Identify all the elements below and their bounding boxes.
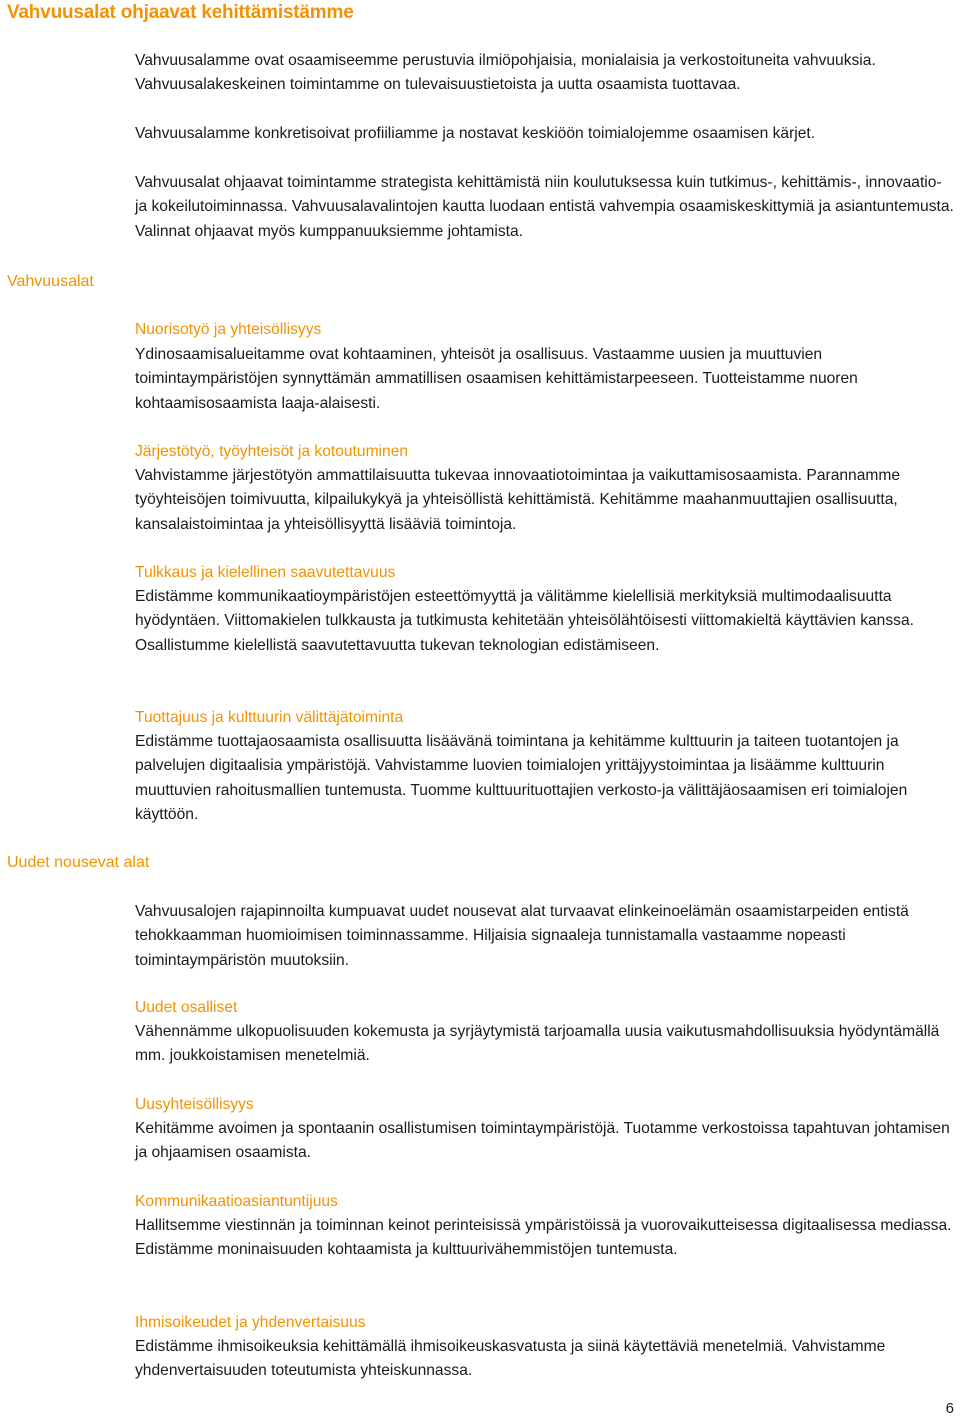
section-text: Kehitämme avoimen ja spontaanin osallistumisen toimintaympäristöjä. Tuotamme verkostoissa tapahtuvan johtamisen ja ohjaamisen osaamista.: [135, 1120, 950, 1162]
page-number: 6: [945, 1400, 954, 1417]
section-label-uudet-nousevat-alat: Uudet nousevat alat: [7, 854, 150, 871]
section-heading: Tulkkaus ja kielellinen saavutettavuus: [135, 564, 396, 581]
section-text: Vähennämme ulkopuolisuuden kokemusta ja syrjäytymistä tarjoamalla uusia vaikutusmahdollisuuksia hyödyntämällä mm. joukkoistamisen menetelmiä.: [135, 1023, 940, 1065]
page-title: Vahvuusalat ohjaavat kehittämistämme: [7, 2, 354, 23]
intro-paragraph-1: Vahvuusalamme ovat osaamiseemme perustuvia ilmiöpohjaisia, monialaisia ja verkostoituneita vahvuuksia. Vahvuusalakeskeinen toimintamme on tulevaisuustietoista ja uutta osaamista tuottavaa.: [135, 52, 876, 94]
section-text: Edistämme ihmisoikeuksia kehittämällä ihmisoikeuskasvatusta ja siinä käytettäviä menetelmiä. Vahvistamme yhdenvertaisuuden toteutumista yhteiskunnassa.: [135, 1338, 886, 1380]
section-text: Edistämme kommunikaatioympäristöjen esteettömyyttä ja välitämme kielellisiä merkityksiä multimodaalisuutta hyödyntäen. Viittomakielen tulkkausta ja tutkimusta kehitetään yhteisölähtöisesti viittomakieltä käyttävien kanssa. Osallistumme kielellistä saavutettavuutta tukevan teknologian edistämiseen.: [135, 588, 914, 654]
section-heading: Uusyhteisöllisyys: [135, 1096, 254, 1113]
section-text: Hallitsemme viestinnän ja toiminnan keinot perinteisissä ympäristöissä ja vuorovaikutteisessa digitaalisessa mediassa. Edistämme moninaisuuden kohtaamista ja kulttuurivähemmistöjen tuntemusta.: [135, 1217, 952, 1259]
intro-paragraph-2: Vahvuusalamme konkretisoivat profiiliamme ja nostavat keskiöön toimialojemme osaamisen kärjet.: [135, 125, 816, 142]
section-text: Edistämme tuottajaosaamista osallisuutta lisäävänä toimintana ja kehitämme kulttuurin ja taiteen tuotantojen ja palvelujen digitaalisia ympäristöjä. Vahvistamme luovien toimialojen yrittäjyystoimintaa ja lisäämme kulttuurin muuttuvien rahoitusmallien tuntemusta. Tuomme kulttuurituottajien verkosto-ja välittäjäosaamisen eri toimialojen käyttöön.: [135, 733, 908, 823]
section-label-vahvuusalat: Vahvuusalat: [7, 273, 94, 290]
section-heading: Tuottajuus ja kulttuurin välittäjätoiminta: [135, 709, 404, 726]
section-text: Ydinosaamisalueitamme ovat kohtaaminen, yhteisöt ja osallisuus. Vastaamme uusien ja muuttuvien toimintaympäristöjen synnyttämän ammatillisen osaamisen kehittämistarpeeseen. Tuotteistamme nuoren kohtaamisosaamista laaja-alaisesti.: [135, 346, 858, 412]
section-heading: Uudet osalliset: [135, 999, 238, 1016]
section-heading: Nuorisotyö ja yhteisöllisyys: [135, 321, 322, 338]
section-text: Vahvistamme järjestötyön ammattilaisuutta tukevaa innovaatiotoimintaa ja vaikuttamisosaamista. Parannamme työyhteisöjen toimivuutta, kilpailukykyä ja yhteisöllistä kehittämistä. Kehitämme maahanmuuttajien osallisuutta, kansalaistoimintaa ja yhteisöllisyyttä lisääviä toimintoja.: [135, 467, 901, 533]
section-heading: Kommunikaatioasiantuntijuus: [135, 1193, 338, 1210]
intro-paragraph-3: Vahvuusalat ohjaavat toimintamme strategista kehittämistä niin koulutuksessa kuin tutkimus-, kehittämis-, innovaatio- ja kokeilutoiminnassa. Vahvuusalavalintojen kautta luodaan entistä vahvempia osaamiskeskittymiä ja asiantuntemusta. Valinnat ohjaavat myös kumppanuuksiemme johtamista.: [135, 174, 954, 240]
uudet-intro-paragraph: Vahvuusalojen rajapinnoilta kumpuavat uudet nousevat alat turvaavat elinkeinoelämän osaamistarpeiden entistä tehokkaamman huomioimisen toiminnassamme. Hiljaisia signaaleja tunnistamalla vastaamme nopeasti toimintaympäristön muutoksiin.: [135, 903, 909, 969]
section-heading: Järjestötyö, työyhteisöt ja kotoutuminen: [135, 443, 409, 460]
section-heading: Ihmisoikeudet ja yhdenvertaisuus: [135, 1314, 366, 1331]
